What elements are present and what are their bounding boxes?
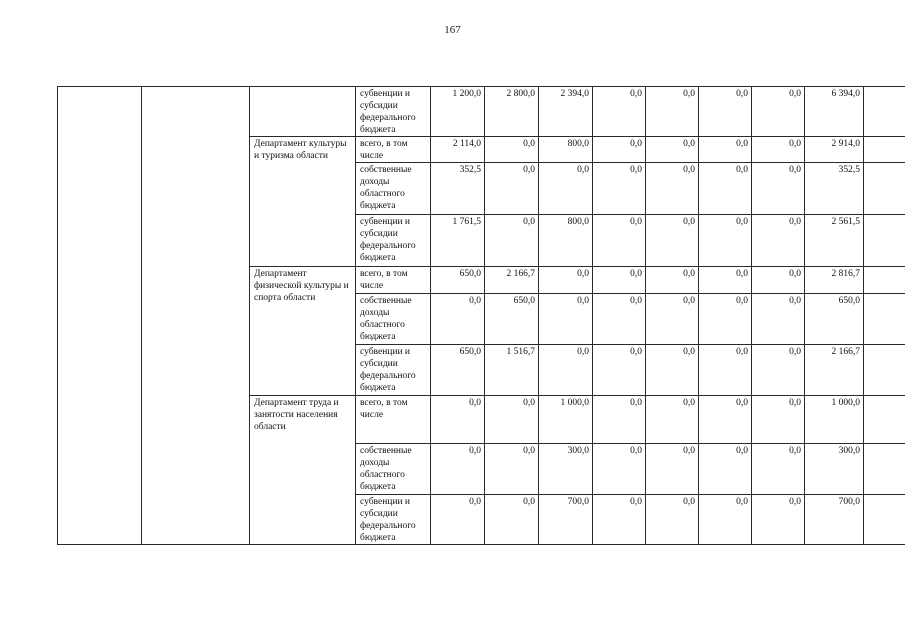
value-cell: 0,0 — [699, 396, 752, 444]
total-cell: 2 816,7 — [805, 267, 864, 294]
empty-cell — [864, 215, 905, 267]
funding-source-cell: субвенции и субсидии федерального бюджета — [356, 495, 431, 545]
value-cell: 0,0 — [699, 294, 752, 345]
value-cell: 650,0 — [485, 294, 539, 345]
empty-cell — [864, 495, 905, 545]
value-cell: 0,0 — [485, 444, 539, 495]
value-cell: 0,0 — [431, 396, 485, 444]
funding-source-cell: собственные доходы областного бюджета — [356, 163, 431, 215]
total-cell: 650,0 — [805, 294, 864, 345]
department-cell: Департамент культуры и туризма области — [250, 137, 356, 267]
value-cell: 0,0 — [752, 137, 805, 163]
value-cell: 0,0 — [646, 495, 699, 545]
value-cell: 0,0 — [431, 444, 485, 495]
value-cell: 352,5 — [431, 163, 485, 215]
department-cell: Департамент физической культуры и спорта области — [250, 267, 356, 396]
empty-cell — [864, 137, 905, 163]
value-cell: 0,0 — [593, 215, 646, 267]
value-cell: 0,0 — [593, 495, 646, 545]
value-cell: 0,0 — [646, 444, 699, 495]
value-cell: 0,0 — [699, 444, 752, 495]
value-cell: 0,0 — [646, 396, 699, 444]
value-cell: 0,0 — [646, 137, 699, 163]
value-cell: 0,0 — [646, 87, 699, 137]
value-cell: 0,0 — [593, 163, 646, 215]
value-cell: 0,0 — [485, 495, 539, 545]
value-cell: 0,0 — [593, 87, 646, 137]
value-cell: 650,0 — [431, 267, 485, 294]
value-cell: 0,0 — [646, 215, 699, 267]
value-cell: 0,0 — [699, 163, 752, 215]
budget-table — [57, 86, 905, 545]
funding-source-cell: субвенции и субсидии федерального бюджета — [356, 215, 431, 267]
empty-cell — [864, 294, 905, 345]
total-cell: 300,0 — [805, 444, 864, 495]
value-cell: 0,0 — [646, 163, 699, 215]
value-cell: 0,0 — [646, 294, 699, 345]
value-cell: 0,0 — [646, 345, 699, 396]
total-cell: 6 394,0 — [805, 87, 864, 137]
value-cell: 0,0 — [752, 495, 805, 545]
value-cell: 700,0 — [539, 495, 593, 545]
value-cell: 0,0 — [485, 215, 539, 267]
funding-source-cell: собственные доходы областного бюджета — [356, 294, 431, 345]
value-cell: 650,0 — [431, 345, 485, 396]
total-cell: 700,0 — [805, 495, 864, 545]
value-cell: 0,0 — [485, 137, 539, 163]
department-cell — [250, 87, 356, 137]
funding-source-cell: всего, в том числе — [356, 137, 431, 163]
value-cell: 1 000,0 — [539, 396, 593, 444]
value-cell: 0,0 — [699, 345, 752, 396]
value-cell: 0,0 — [431, 495, 485, 545]
value-cell: 0,0 — [539, 345, 593, 396]
value-cell: 0,0 — [752, 163, 805, 215]
value-cell: 0,0 — [593, 137, 646, 163]
value-cell: 0,0 — [593, 444, 646, 495]
value-cell: 0,0 — [699, 137, 752, 163]
value-cell: 0,0 — [485, 396, 539, 444]
value-cell: 0,0 — [752, 267, 805, 294]
empty-cell — [864, 87, 905, 137]
value-cell: 2 394,0 — [539, 87, 593, 137]
total-cell: 352,5 — [805, 163, 864, 215]
value-cell: 0,0 — [752, 215, 805, 267]
funding-source-cell: всего, в том числе — [356, 396, 431, 444]
value-cell: 0,0 — [646, 267, 699, 294]
total-cell: 2 561,5 — [805, 215, 864, 267]
value-cell: 0,0 — [752, 87, 805, 137]
value-cell: 0,0 — [699, 495, 752, 545]
value-cell: 2 800,0 — [485, 87, 539, 137]
value-cell: 0,0 — [593, 294, 646, 345]
empty-cell — [864, 396, 905, 444]
value-cell: 2 166,7 — [485, 267, 539, 294]
value-cell: 0,0 — [752, 345, 805, 396]
value-cell: 0,0 — [485, 163, 539, 215]
empty-cell — [864, 345, 905, 396]
value-cell: 0,0 — [699, 267, 752, 294]
funding-source-cell: собственные доходы областного бюджета — [356, 444, 431, 495]
value-cell: 0,0 — [752, 294, 805, 345]
value-cell: 0,0 — [593, 267, 646, 294]
value-cell: 1 200,0 — [431, 87, 485, 137]
value-cell: 0,0 — [752, 444, 805, 495]
empty-cell — [864, 267, 905, 294]
total-cell: 2 914,0 — [805, 137, 864, 163]
empty-cell — [864, 444, 905, 495]
empty-cell — [864, 163, 905, 215]
value-cell: 0,0 — [539, 267, 593, 294]
value-cell: 800,0 — [539, 215, 593, 267]
value-cell: 0,0 — [593, 396, 646, 444]
funding-source-cell: субвенции и субсидии федерального бюджета — [356, 345, 431, 396]
table-row — [58, 87, 905, 137]
total-cell: 2 166,7 — [805, 345, 864, 396]
value-cell: 0,0 — [539, 294, 593, 345]
empty-cell — [142, 87, 250, 545]
value-cell: 0,0 — [593, 345, 646, 396]
value-cell: 1 761,5 — [431, 215, 485, 267]
value-cell: 800,0 — [539, 137, 593, 163]
value-cell: 300,0 — [539, 444, 593, 495]
value-cell: 0,0 — [699, 215, 752, 267]
empty-cell — [58, 87, 142, 545]
funding-source-cell: всего, в том числе — [356, 267, 431, 294]
value-cell: 1 516,7 — [485, 345, 539, 396]
value-cell: 2 114,0 — [431, 137, 485, 163]
value-cell: 0,0 — [539, 163, 593, 215]
value-cell: 0,0 — [431, 294, 485, 345]
total-cell: 1 000,0 — [805, 396, 864, 444]
funding-source-cell: субвенции и субсидии федерального бюджета — [356, 87, 431, 137]
page-number: 167 — [444, 24, 461, 36]
value-cell: 0,0 — [699, 87, 752, 137]
department-cell: Департамент труда и занятости населения области — [250, 396, 356, 545]
value-cell: 0,0 — [752, 396, 805, 444]
